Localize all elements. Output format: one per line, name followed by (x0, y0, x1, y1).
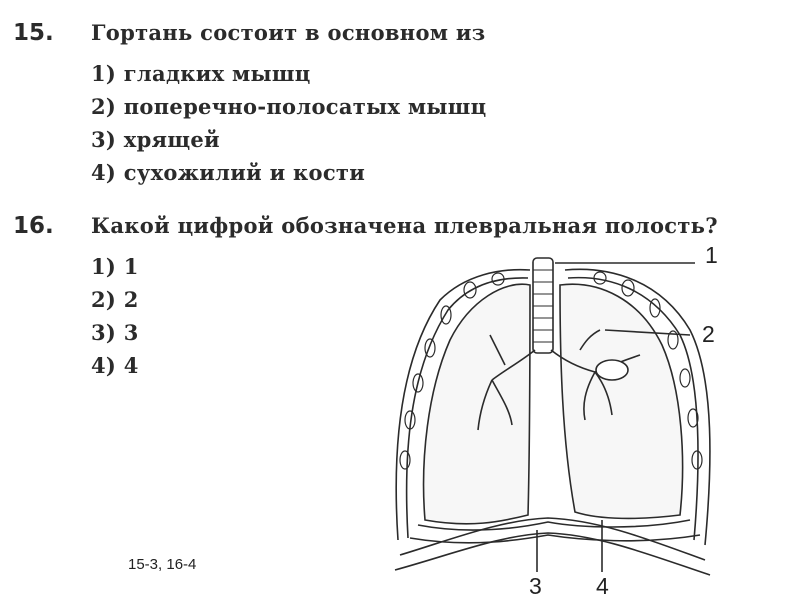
q15-option-3: 3) хрящей (91, 127, 220, 152)
q15-option-1: 1) гладких мышц (91, 61, 311, 86)
q16-option-4: 4) 4 (91, 353, 139, 378)
question-16-number: 16. (13, 213, 54, 239)
diagram-label-3: 3 (529, 573, 542, 599)
q16-option-3: 3) 3 (91, 320, 139, 345)
lung-diagram (385, 245, 800, 600)
q16-option-2: 2) 2 (91, 287, 139, 312)
question-15-number: 15. (13, 20, 54, 46)
right-lung (560, 284, 683, 518)
q16-option-1: 1) 1 (91, 254, 139, 279)
question-15-text: Гортань состоит в основном из (91, 20, 486, 45)
diagram-label-2: 2 (702, 321, 715, 347)
question-16-text: Какой цифрой обозначена плевральная полость? (91, 213, 718, 238)
q15-option-4: 4) сухожилий и кости (91, 160, 366, 185)
answer-key: 15-3, 16-4 (128, 556, 197, 573)
diagram-label-4: 4 (596, 573, 609, 599)
diagram-label-1: 1 (705, 245, 718, 268)
q15-option-2: 2) поперечно-полосатых мышц (91, 94, 487, 119)
left-lung (424, 284, 530, 524)
